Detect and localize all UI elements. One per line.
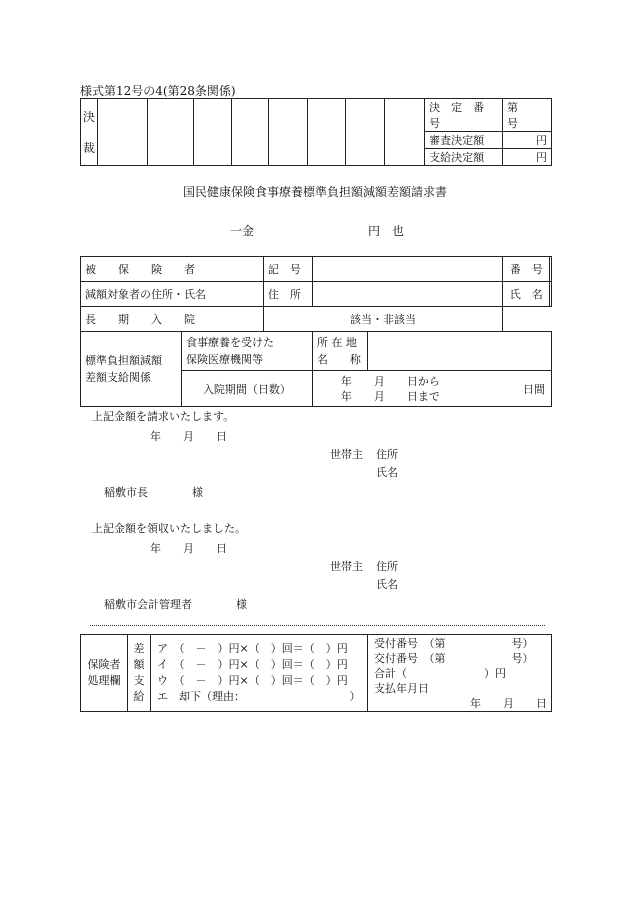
stamp-box	[268, 99, 307, 166]
relation-label	[81, 332, 182, 407]
blank-cell	[503, 307, 552, 332]
issue-number: 交付番号 （第 号）	[374, 651, 534, 665]
stamp-box	[193, 99, 232, 166]
stamp-box	[307, 99, 346, 166]
kigo-label: 記 号	[263, 257, 312, 282]
review-amount-label: 審査決定額	[425, 132, 503, 149]
stamp-box	[232, 99, 269, 166]
calc-mark: ウ	[157, 674, 168, 687]
calc-text: （ － ）円×（ ）回＝（ ）円	[179, 658, 348, 671]
decision-number-value: 第 号	[503, 99, 552, 132]
approval-table	[80, 98, 552, 166]
stamp-box	[346, 99, 385, 166]
long-hospital-value: 該当・非該当	[263, 307, 502, 332]
diff-char: 支	[133, 674, 145, 687]
insurer-table	[80, 634, 552, 712]
bango-label: 番 号	[503, 257, 550, 282]
insurer-label-line1: 保険者	[87, 658, 121, 671]
review-amount-yen: 円	[503, 132, 552, 149]
address-label: 住 所	[263, 282, 312, 307]
processing-info	[368, 635, 552, 712]
amount-suffix: 円 也	[368, 224, 405, 238]
name-value	[550, 282, 552, 307]
receipt-statement: 上記金額を領収いたしました。	[92, 522, 246, 535]
period-days: 日間	[523, 383, 545, 396]
receipt-address-label: 住所	[376, 560, 398, 573]
calc-text: 却下（理由： ）	[179, 690, 361, 703]
receipt-date: 年 月 日	[150, 542, 227, 555]
calc-row	[157, 657, 367, 673]
calc-text: （ － ）円×（ ）回＝（ ）円	[179, 642, 348, 655]
diff-char: 給	[133, 690, 145, 703]
decision-number-label: 決 定 番 号	[425, 99, 503, 132]
relation-label-line2: 差額支給関係	[85, 371, 151, 384]
location-label-line1: 所 在 地	[316, 336, 357, 349]
bango-value	[550, 257, 552, 282]
calc-mark: イ	[157, 658, 168, 671]
pay-amount-yen: 円	[503, 149, 552, 166]
target-person-label: 減額対象者の住所・氏名	[81, 282, 264, 307]
sai-char: 裁	[82, 141, 95, 155]
period-value	[312, 371, 551, 407]
receipt-name-label: 氏名	[376, 578, 398, 591]
insurer-label	[81, 635, 128, 712]
period-to: 年 月 日まで	[340, 389, 440, 403]
calc-text: （ － ）円×（ ）回＝（ ）円	[179, 674, 348, 687]
pay-amount-label: 支給決定額	[425, 149, 503, 166]
diff-char: 差	[133, 642, 145, 655]
approval-label-cell	[81, 99, 98, 166]
institution-label-line2: 保険医療機関等	[186, 353, 263, 366]
stamp-box	[384, 99, 424, 166]
diff-char: 額	[133, 658, 145, 671]
location-label-line2: 名 称	[316, 353, 361, 366]
name-label: 氏 名	[503, 282, 550, 307]
receipt-householder: 世帯主	[330, 560, 363, 573]
institution-label	[182, 332, 313, 371]
pay-date: 年 月 日	[470, 696, 547, 710]
page-title: 国民健康保険食事療養標準負担額減額差額請求書	[182, 185, 447, 199]
accept-number: 受付番号 （第 号）	[374, 636, 534, 650]
form-code: 様式第12号の4(第28条関係)	[80, 84, 236, 98]
main-table	[80, 256, 552, 407]
ketsu-char: 決	[82, 110, 95, 124]
long-hospital-label: 長 期 入 院	[81, 307, 264, 332]
period-label: 入院期間（日数）	[182, 371, 313, 407]
receipt-addressee: 稲敷市会計管理者 様	[104, 598, 247, 611]
calc-row	[157, 689, 367, 705]
location-value	[367, 332, 551, 371]
insured-label: 被 保 険 者	[81, 257, 264, 282]
calc-mark: エ	[157, 690, 168, 703]
stamp-box	[97, 99, 147, 166]
relation-label-line1: 標準負担額減額	[85, 354, 162, 367]
calc-row	[157, 641, 367, 657]
period-from: 年 月 日から	[340, 374, 440, 388]
address-value	[312, 282, 502, 307]
calc-rows	[151, 635, 368, 712]
amount-prefix: 一金	[230, 224, 255, 238]
stamp-box	[147, 99, 193, 166]
request-addressee: 稲敷市長 様	[104, 486, 203, 499]
diff-payment-label	[128, 635, 151, 712]
request-statement: 上記金額を請求いたします。	[92, 410, 235, 423]
total-amount: 合計（ ）円	[374, 666, 506, 680]
request-name-label: 氏名	[376, 466, 398, 479]
calc-row	[157, 673, 367, 689]
pay-date-label: 支払年月日	[374, 681, 429, 695]
calc-mark: ア	[157, 642, 168, 655]
institution-label-line1: 食事療養を受けた	[186, 336, 274, 349]
insurer-label-line2: 処理欄	[87, 674, 121, 687]
request-householder: 世帯主	[330, 448, 363, 461]
location-label	[312, 332, 367, 371]
kigo-value	[312, 257, 502, 282]
request-address-label: 住所	[376, 448, 398, 461]
cut-line	[90, 625, 545, 626]
request-date: 年 月 日	[150, 430, 227, 443]
